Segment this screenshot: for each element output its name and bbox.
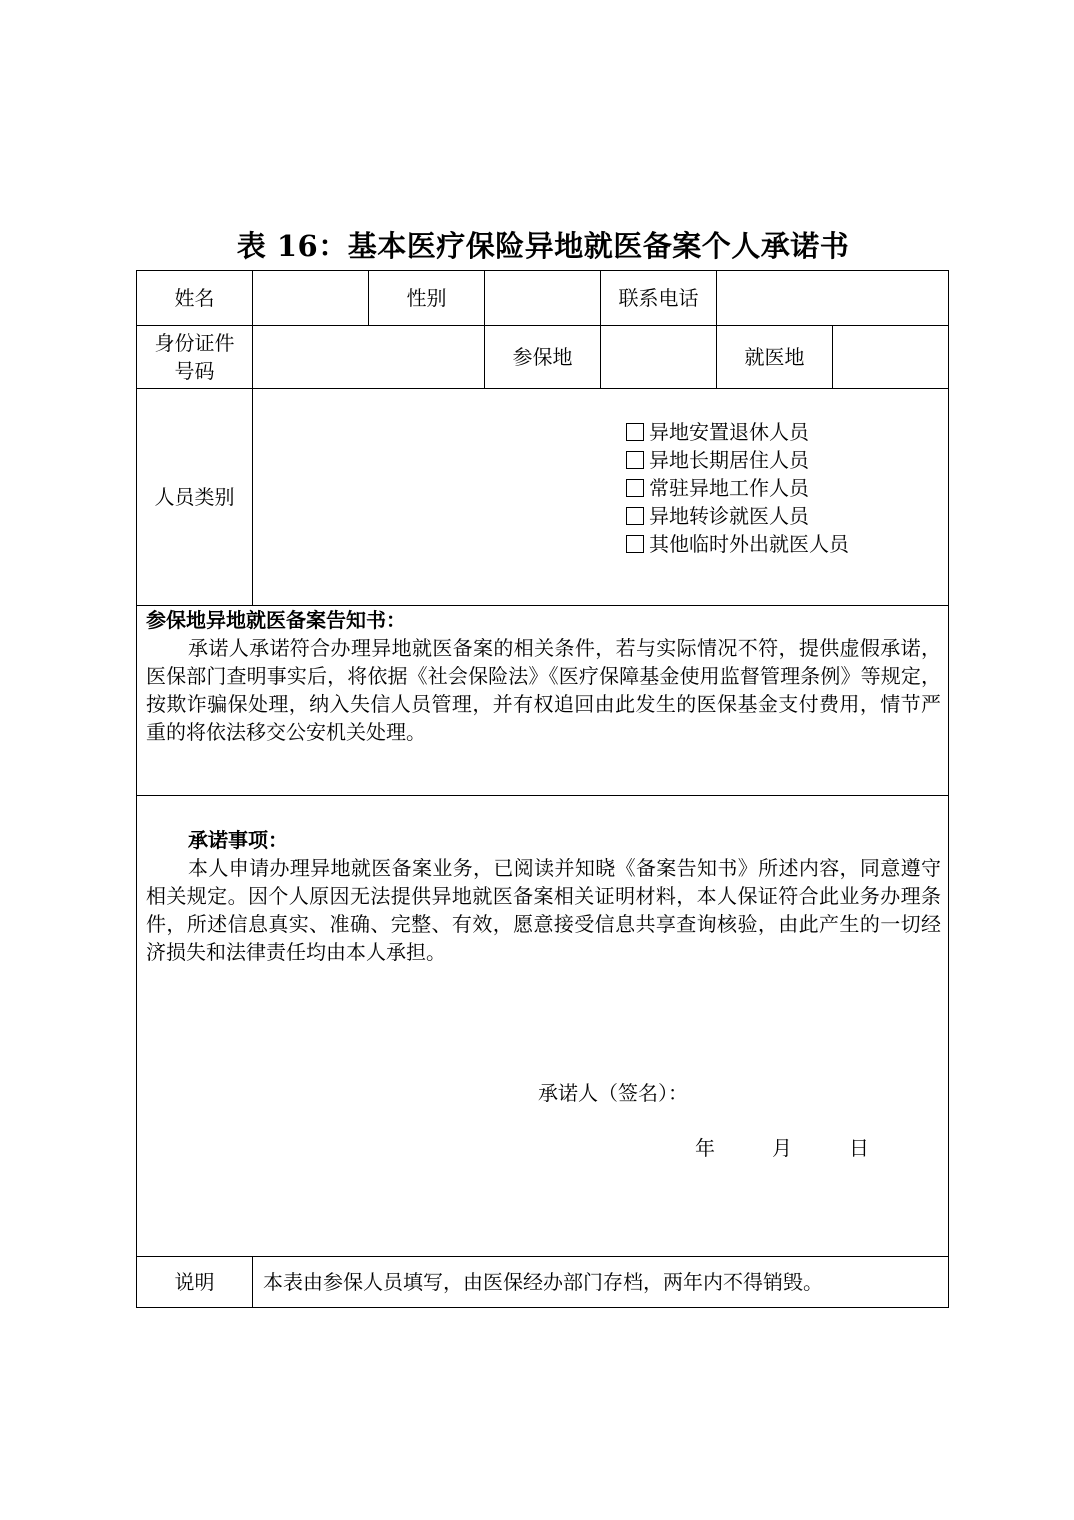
checkbox-icon[interactable] <box>626 451 644 469</box>
checkbox-icon[interactable] <box>626 535 644 553</box>
month-label: 月 <box>772 1136 792 1160</box>
form-title: 表 16：基本医疗保险异地就医备案个人承诺书 <box>236 229 850 263</box>
option-label: 异地转诊就医人员 <box>649 504 809 528</box>
option-label: 异地长期居住人员 <box>649 448 809 472</box>
phone-field[interactable] <box>717 271 948 325</box>
commitment-heading: 承诺事项： <box>188 828 288 852</box>
option-label: 常驻异地工作人员 <box>649 476 809 500</box>
row-divider <box>136 388 949 389</box>
option-resident-worker[interactable] <box>626 474 849 502</box>
gender-label: 性别 <box>406 286 447 310</box>
phone-label: 联系电话 <box>618 286 699 310</box>
notice-heading: 参保地异地就医备案告知书： <box>146 608 406 632</box>
medical-place-field[interactable] <box>833 326 948 388</box>
remark-text: 本表由参保人员填写，由医保经办部门存档，两年内不得销毁。 <box>263 1270 823 1294</box>
checkbox-icon[interactable] <box>626 479 644 497</box>
option-label: 异地安置退休人员 <box>649 420 809 444</box>
year-label: 年 <box>695 1136 715 1160</box>
gender-field[interactable] <box>485 271 600 325</box>
signature-label: 承诺人（签名）： <box>538 1081 688 1105</box>
id-number-label: 身份证件号码 <box>154 331 235 383</box>
insured-place-field[interactable] <box>601 326 716 388</box>
notice-body: 承诺人承诺符合办理异地就医备案的相关条件，若与实际情况不符，提供虚假承诺，医保部门查明事实后，将依据《社会保险法》《医疗保障基金使用监督管理条例》等规定，按欺诈骗保处理，纳入失信人员管理，并有权追回由此发生的医保基金支付费用，情节严重的将依法移交公安机关处理。 <box>146 636 941 744</box>
column-divider <box>252 1256 253 1308</box>
medical-place-label: 就医地 <box>744 345 805 369</box>
commitment-body: 本人申请办理异地就医备案业务，已阅读并知晓《备案告知书》所述内容，同意遵守相关规定。因个人原因无法提供异地就医备案相关证明材料，本人保证符合此业务办理条件，所述信息真实、准确、完整、有效，愿意接受信息共享查询核验，由此产生的一切经济损失和法律责任均由本人承担。 <box>146 856 941 964</box>
option-label: 其他临时外出就医人员 <box>649 532 849 556</box>
row-divider <box>136 795 949 796</box>
checkbox-icon[interactable] <box>626 423 644 441</box>
id-number-field[interactable] <box>253 326 484 388</box>
name-field[interactable] <box>253 271 368 325</box>
checkbox-icon[interactable] <box>626 507 644 525</box>
remark-label: 说明 <box>174 1270 215 1294</box>
option-referral-patient[interactable] <box>626 502 849 530</box>
option-other-temporary[interactable] <box>626 530 849 558</box>
day-label: 日 <box>849 1136 869 1160</box>
category-options <box>626 418 849 558</box>
insured-place-label: 参保地 <box>512 345 573 369</box>
option-long-term-resident[interactable] <box>626 446 849 474</box>
category-label: 人员类别 <box>154 485 235 509</box>
option-resettled-retiree[interactable] <box>626 418 849 446</box>
row-divider <box>136 1256 949 1257</box>
name-label: 姓名 <box>174 286 215 310</box>
